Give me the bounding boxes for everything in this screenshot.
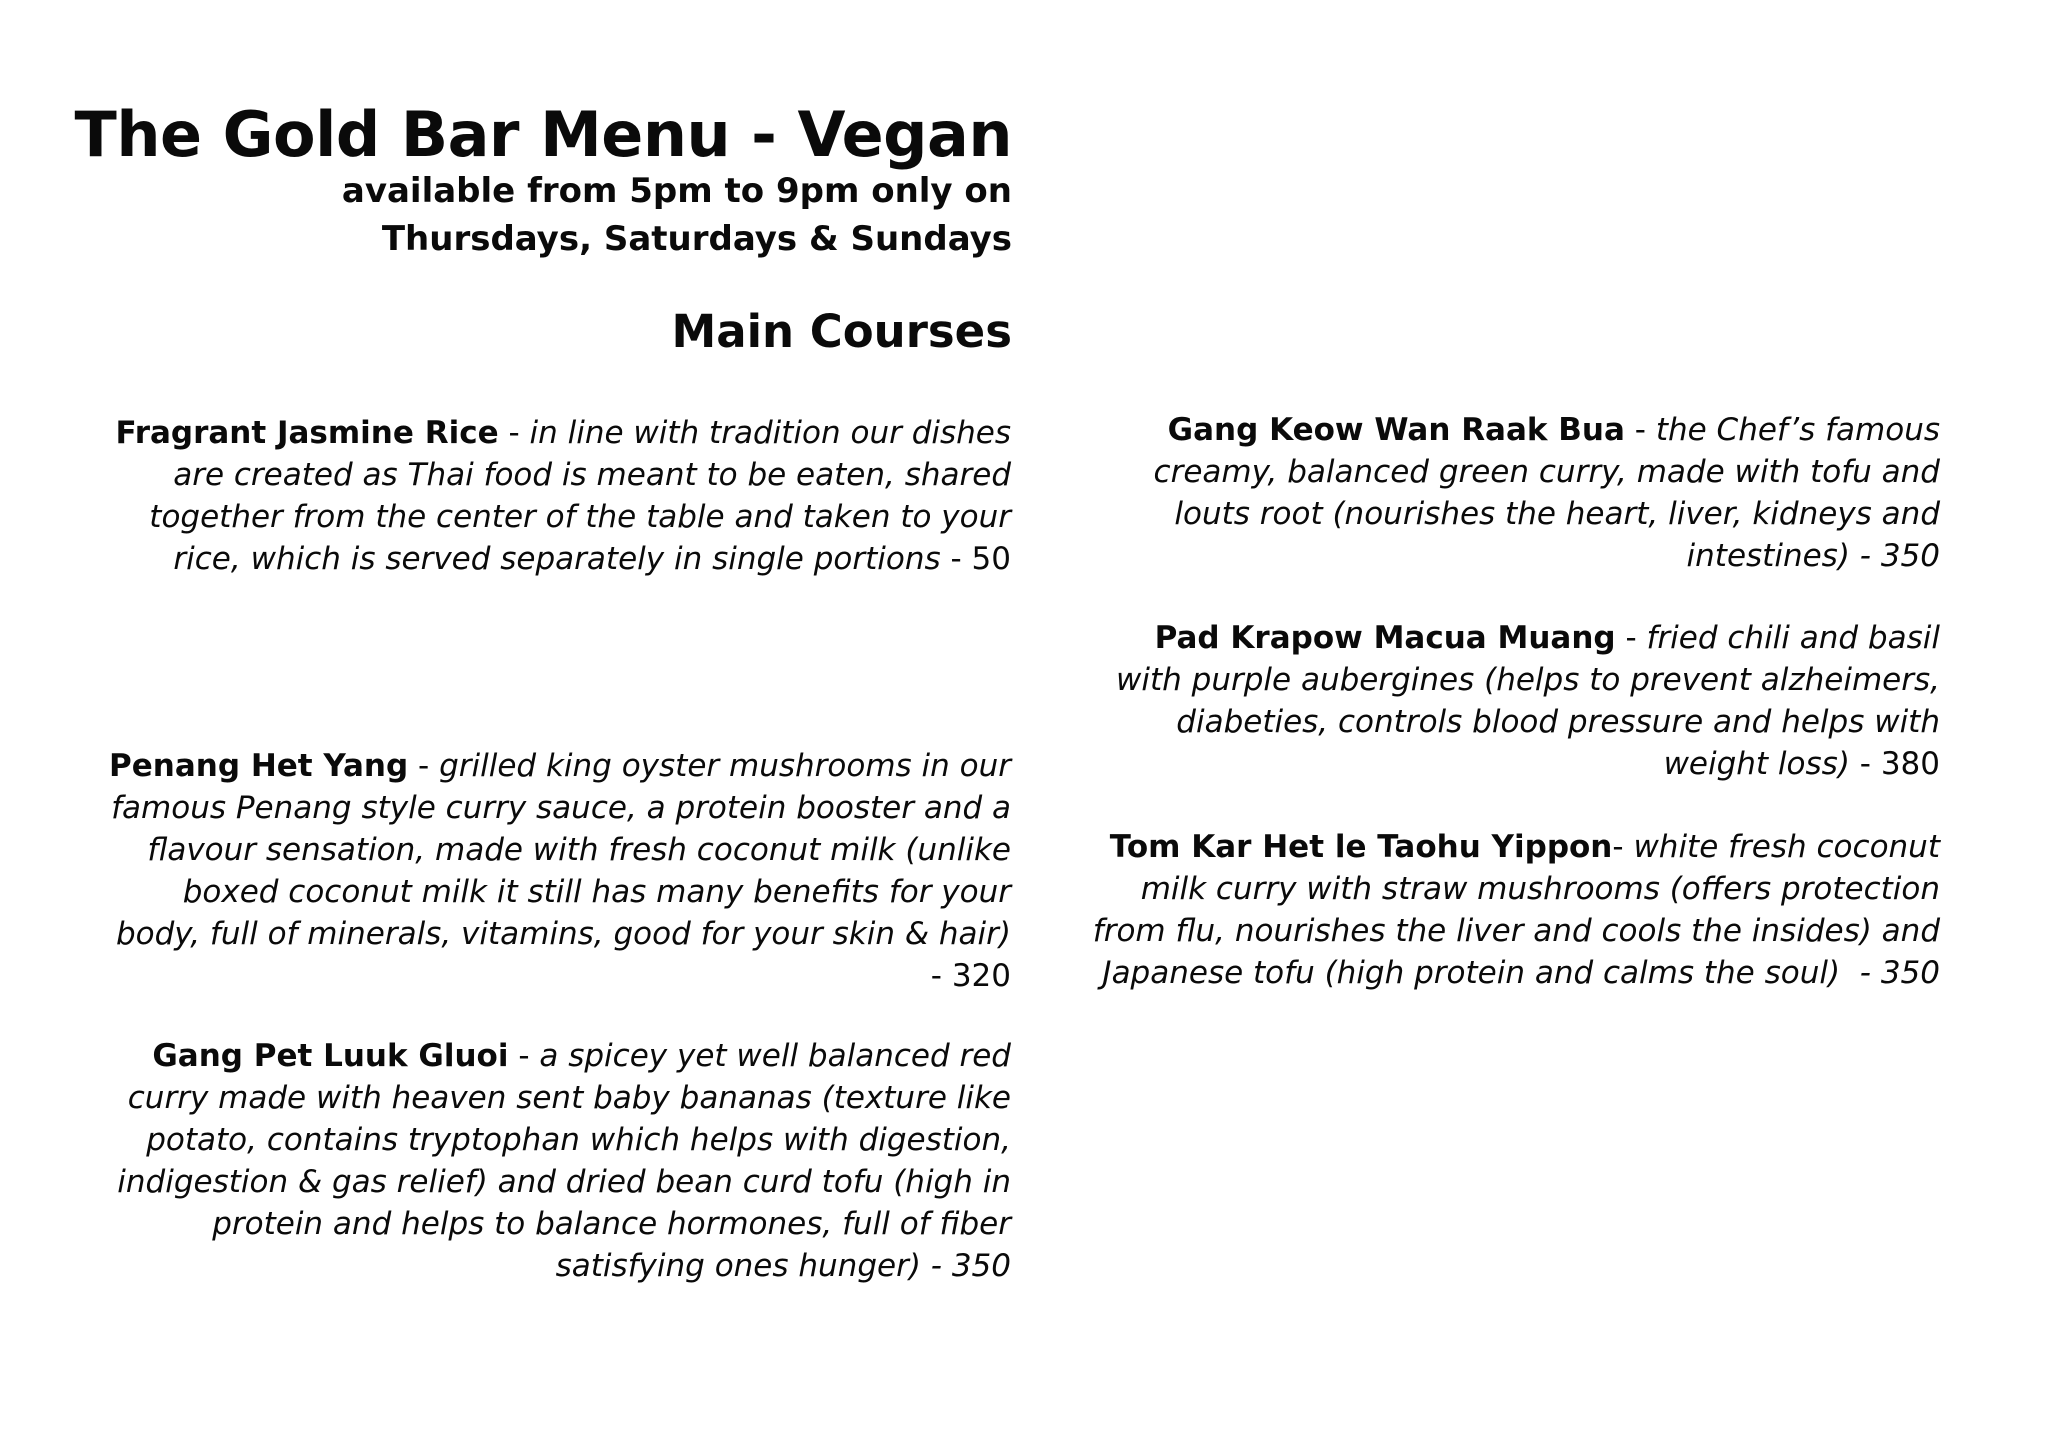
item-separator: - (408, 748, 440, 784)
price-separator: - (920, 1248, 952, 1284)
item-separator: - (1624, 412, 1656, 448)
availability-line-1: available from 5pm to 9pm only on (341, 171, 1012, 211)
availability-line-2: Thursdays, Saturdays & Sundays (381, 219, 1012, 259)
menu-item-gang-pet-luuk-gluoi (105, 1035, 1011, 1287)
item-description: grilled king oyster mushrooms in our famous Penang style curry sauce, a protein booster and a flavour sensation, made with fresh coconut milk (unlike boxed coconut milk it still has many benefits for your body, full of minerals, vitamins, good for your skin & hair) (111, 748, 1011, 952)
menu-item-gang-keow-wan-raak-bua (1092, 409, 1940, 577)
menu-header (0, 98, 1012, 262)
menu-title: The Gold Bar Menu - Vegan (74, 98, 1012, 171)
item-description: fried chili and basil with purple aubergines (helps to prevent alzheimers, diabeties, controls blood pressure and helps with weight loss) (1116, 620, 1940, 782)
item-price: 50 (971, 541, 1011, 577)
item-price: 350 (1880, 955, 1940, 991)
menu-item-penang-het-yang (105, 745, 1011, 997)
price-separator: - (1849, 538, 1881, 574)
item-separator: - (1612, 829, 1634, 865)
menu-item-pad-krapow-macua-muang (1092, 617, 1940, 785)
price-separator: - (930, 958, 952, 994)
item-description: in line with tradition our dishes are created as Thai food is meant to be eaten, shared together from the center of the table and taken to your rice, which is served separately in single portions (149, 415, 1011, 577)
item-separator: - (498, 415, 530, 451)
item-price: 380 (1880, 746, 1940, 782)
item-name: Gang Pet Luuk Gluoi (152, 1038, 509, 1074)
item-price: 350 (951, 1248, 1011, 1284)
item-name: Fragrant Jasmine Rice (115, 415, 499, 451)
item-name: Gang Keow Wan Raak Bua (1167, 412, 1625, 448)
item-name: Penang Het Yang (109, 748, 409, 784)
price-separator: - (940, 541, 972, 577)
item-description: a spicey yet well balanced red curry made with heaven sent baby bananas (texture like potato, contains tryptophan which helps with digestion, indigestion & gas relief) and dried bean curd tofu (high in protein and helps to balance hormones, full of fiber satisfying ones hunger) (117, 1038, 1011, 1284)
price-separator: - (1849, 746, 1881, 782)
price-separator: - (1840, 955, 1881, 991)
item-separator: - (508, 1038, 540, 1074)
menu-item-fragrant-jasmine-rice (105, 412, 1011, 580)
item-name: Tom Kar Het le Taohu Yippon (1109, 829, 1613, 865)
item-name: Pad Krapow Macua Muang (1154, 620, 1616, 656)
item-price: 350 (1880, 538, 1940, 574)
section-title: Main Courses (671, 305, 1012, 358)
item-description: the Chef’s famous creamy, balanced green curry, made with tofu and louts root (nourishes the heart, liver, kidneys and intestines) (1153, 412, 1940, 574)
item-description: white fresh coconut milk curry with straw mushrooms (offers protection from flu, nourishes the liver and cools the insides) and Japanese tofu (high protein and calms the soul) (1092, 829, 1940, 991)
item-price: 320 (951, 958, 1011, 994)
menu-item-tom-kar-het-le-taohu-yippon (1092, 826, 1940, 994)
item-separator: - (1615, 620, 1647, 656)
